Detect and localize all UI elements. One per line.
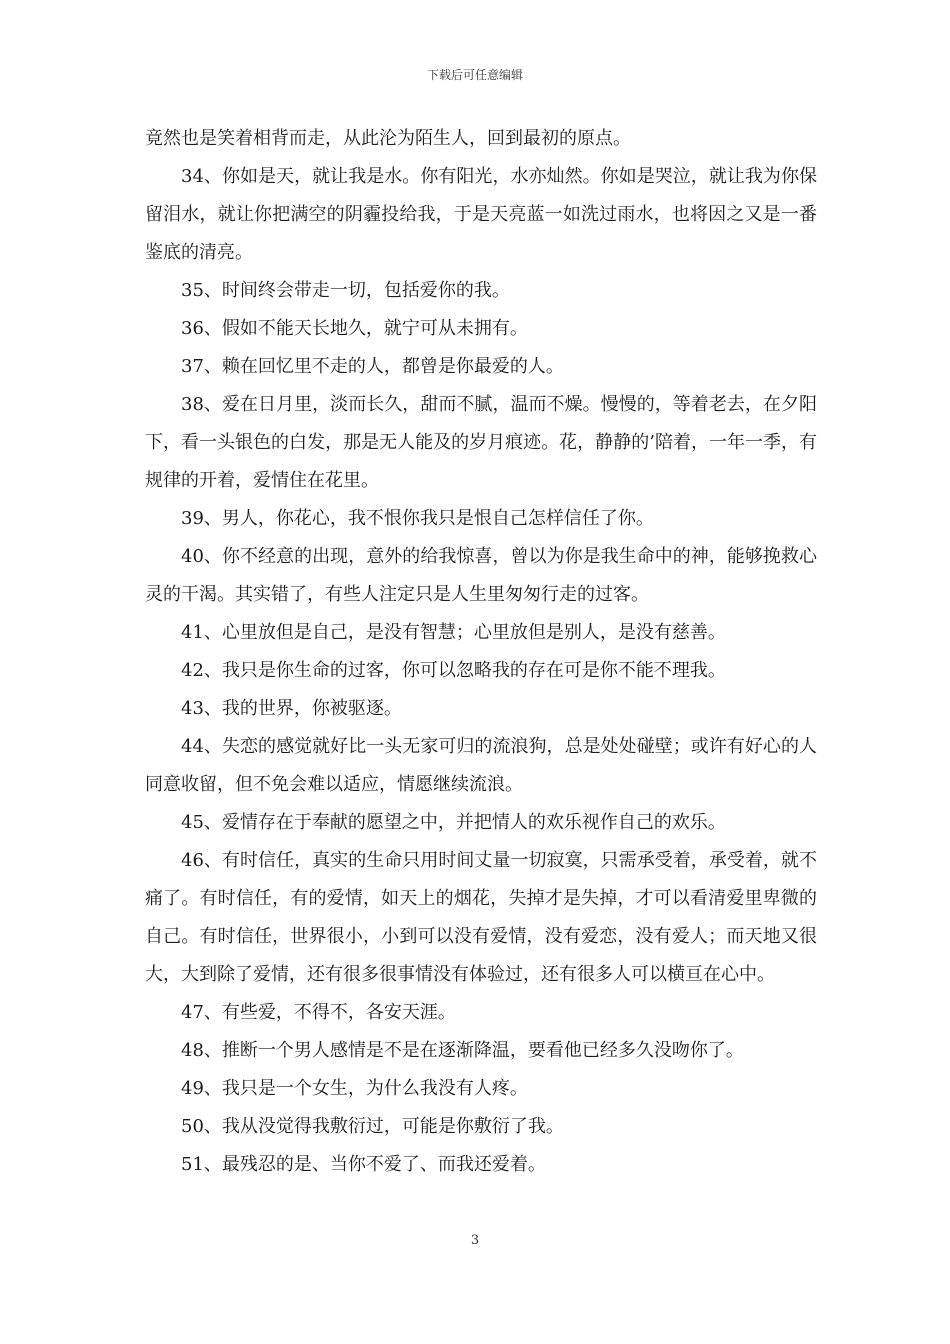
paragraph-41: 41、心里放但是自己，是没有智慧；心里放但是别人，是没有慈善。: [181, 622, 726, 643]
document-body: [145, 120, 817, 1184]
page-number: 3: [470, 1233, 480, 1248]
page-header: 下载后可任意编辑: [426, 68, 523, 82]
paragraph-43: 43、我的世界，你被驱逐。: [181, 698, 402, 719]
paragraph-50: 50、我从没觉得我敷衍过，可能是你敷衍了我。: [181, 1116, 564, 1137]
paragraph-51: 51、最残忍的是、当你不爱了、而我还爱着。: [181, 1154, 546, 1175]
paragraph-40: 40、你不经意的出现，意外的给我惊喜，曾以为你是我生命中的神，能够挽救心灵的干渴。其实错了，有些人注定只是人生里匆匆行走的过客。: [145, 546, 817, 605]
paragraph-37: 37、赖在回忆里不走的人，都曾是你最爱的人。: [181, 356, 564, 377]
paragraph-39: 39、男人，你花心，我不恨你我只是恨自己怎样信任了你。: [181, 508, 654, 529]
paragraph-47: 47、有些爱，不得不，各安天涯。: [181, 1002, 456, 1023]
paragraph-36: 36、假如不能天长地久，就宁可从未拥有。: [181, 318, 528, 339]
paragraph-46: 46、有时信任，真实的生命只用时间丈量一切寂寞，只需承受着，承受着，就不痛了。有时信任，有的爱情，如天上的烟花，失掉才是失掉，才可以看清爱里卑微的自己。有时信任，世界很小，小到可以没有爱情，没有爱恋，没有爱人；而天地又很大，大到除了爱情，还有很多很事情没有体验过，还有很多人可以横亘在心中。: [145, 850, 817, 985]
paragraph-35: 35、时间终会带走一切，包括爱你的我。: [181, 280, 510, 301]
paragraph-48: 48、推断一个男人感情是不是在逐渐降温，要看他已经多久没吻你了。: [181, 1040, 744, 1061]
paragraph-49: 49、我只是一个女生，为什么我没有人疼。: [181, 1078, 528, 1099]
paragraph-38: 38、爱在日月里，淡而长久，甜而不腻，温而不燥。慢慢的，等着老去，在夕阳下，看一头银色的白发，那是无人能及的岁月痕迹。花，静静的’陪着，一年一季，有规律的开着，爱情住在花里。: [145, 394, 817, 491]
paragraph-45: 45、爱情存在于奉献的愿望之中，并把情人的欢乐视作自己的欢乐。: [181, 812, 726, 833]
paragraph-42: 42、我只是你生命的过客，你可以忽略我的存在可是你不能不理我。: [181, 660, 726, 681]
paragraph-continuation: 竟然也是笑着相背而走，从此沦为陌生人，回到最初的原点。: [145, 128, 631, 149]
paragraph-44: 44、失恋的感觉就好比一头无家可归的流浪狗，总是处处碰壁；或许有好心的人同意收留，但不免会难以适应，情愿继续流浪。: [145, 736, 817, 795]
paragraph-34: 34、你如是天，就让我是水。你有阳光，水亦灿然。你如是哭泣，就让我为你保留泪水，就让你把满空的阴霾投给我，于是天亮蓝一如洗过雨水，也将因之又是一番鉴底的清亮。: [145, 166, 817, 263]
